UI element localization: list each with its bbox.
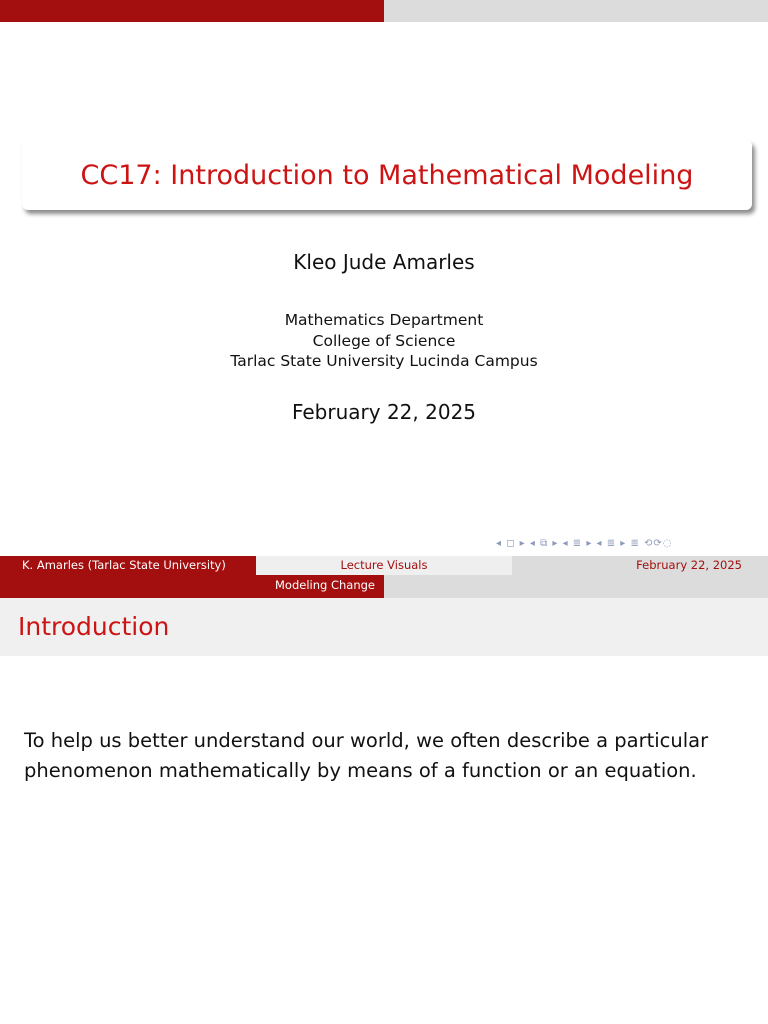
presentation-date: February 22, 2025 xyxy=(291,400,477,424)
progress-bar-filled xyxy=(0,0,384,22)
institute-line-department: Mathematics Department xyxy=(284,311,484,329)
author-name: Kleo Jude Amarles xyxy=(293,250,475,274)
title-box xyxy=(22,140,752,210)
presentation-title: CC17: Introduction to Mathematical Modeling xyxy=(80,159,694,191)
footline-title: Lecture Visuals xyxy=(256,556,512,575)
footline-author: K. Amarles (Tarlac State University) xyxy=(0,556,256,575)
frame-title: Introduction xyxy=(18,612,170,641)
footline-date: February 22, 2025 xyxy=(512,556,768,575)
section-bar-empty xyxy=(384,575,768,598)
institute-line-university: Tarlac State University Lucinda Campus xyxy=(230,352,538,370)
section-bar xyxy=(0,575,384,598)
institute-block xyxy=(0,310,768,372)
institute-line-college: College of Science xyxy=(312,331,456,350)
slide-body-text: To help us better understand our world, we often describe a particular phenomenon mathematically by means of a function or an equation. xyxy=(24,729,709,782)
section-name[interactable]: Modeling Change xyxy=(275,578,375,592)
navigation-symbols[interactable]: ◂ ◻ ▸ ◂ ⧉ ▸ ◂ ≣ ▸ ◂ ≣ ▸ ≣ ⟲⟳◌ xyxy=(496,538,673,549)
progress-bar-empty xyxy=(384,0,768,22)
